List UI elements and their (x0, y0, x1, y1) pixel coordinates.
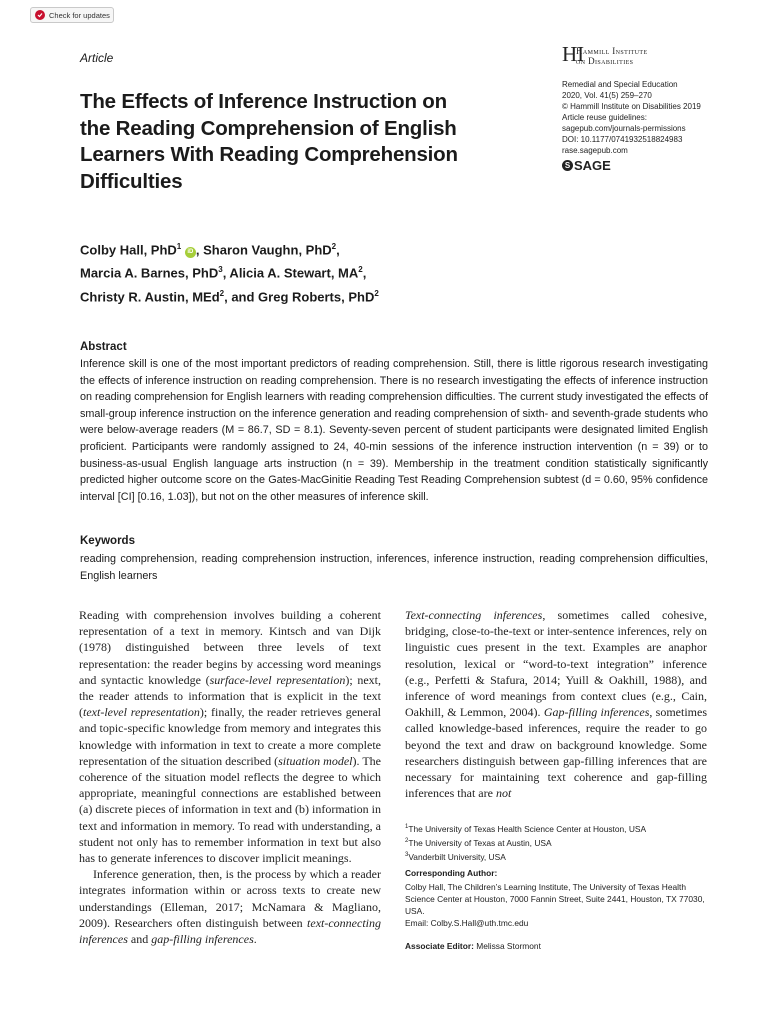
body-paragraph (405, 607, 707, 801)
body-column-right (405, 607, 707, 801)
affiliation-number: 2 (405, 837, 409, 844)
body-italic: Text-connecting inferences (405, 608, 543, 622)
journal-reuse-label: Article reuse guidelines: (562, 113, 647, 122)
affiliation-item (405, 849, 709, 863)
journal-volume: 2020, Vol. 41(5) 259–270 (562, 91, 652, 100)
author-name: Christy R. Austin, MEd (80, 288, 220, 304)
body-text: Reading with comprehension involves building a coherent representation of a text in memory. Kintsch and van Dijk (1978) distinguished between three levels of text representation: the reader begins by accessing word meanings and syntactic knowledge ( (79, 608, 381, 687)
body-italic: Gap-filling inferences (543, 705, 650, 720)
body-text: ); next, the reader attends to information that is explicit in the text ( (79, 672, 381, 720)
affiliation-mark: 2 (331, 242, 337, 251)
article-title: The Effects of Inference Instruction on the Reading Comprehension of English Learners With Reading Comprehension Difficulties (80, 90, 458, 193)
body-text: ); finally, the reader retrieves general and topic-specific knowledge from memory and integrates this knowledge with information in text to create a more complete representation of the situation described ( (79, 705, 382, 768)
body-italic: text-connecting inferences (79, 915, 381, 947)
corresponding-author-details (405, 881, 705, 929)
journal-info (562, 79, 701, 156)
body-text: , sometimes called knowledge-based inferences, require the reader to go beyond the text and draw on background knowledge. Some researchers distinguish between gap-filling inferences that are necessary for maintaining text coherence and gap-filling inferences that are (405, 705, 708, 801)
article-type-label: Article (80, 51, 114, 65)
abstract-text: Inference skill is one of the most important predictors of reading comprehension. Still, there is little rigorous research investigating the effects of inference instruction on reading comprehension. There is no research investigating the effects of inference instruction on reading comprehension for English learners with reading comprehension difficulties. The current study investigated the effects of small-group inference instruction on the inference generation and reading comprehension of sixth- and seventh-grade students who were below-average readers (M = 86.7, SD = 8.1). Seventy-seven percent of student participants were designated limited English proficient. Participants were randomly assigned to 24, 40-min sessions of the inference instruction intervention (n = 39) or to business-as-usual English language arts instruction (n = 39). Membership in the treatment condition statistically significantly predicted higher outcome score on the Gates-MacGinitie Reading Test Reading Comprehension subtest (d = 0.60, 95% confidence interval [CI] [0.16, 1.03]), but not on the other measures of inference skill. (80, 358, 708, 503)
journal-copyright: © Hammill Institute on Disabilities 2019 (562, 102, 701, 111)
affiliation-mark: 1 (176, 242, 182, 251)
author-name: , Alicia A. Stewart, MA (222, 265, 359, 281)
body-text: Inference generation, then, is the process by which a reader integrates information within or across texts to create new understandings (Elleman, 2017; McNamara & Magliano, 2009). Researchers often distinguish between (79, 867, 381, 930)
sage-logo (562, 158, 611, 173)
sage-circle-icon: S (562, 160, 573, 171)
associate-editor (405, 941, 541, 951)
journal-url[interactable]: rase.sagepub.com (562, 146, 628, 155)
affiliation-text: The University of Texas Health Science Center at Houston, USA (408, 823, 647, 834)
body-italic: surface-level representation (209, 672, 346, 687)
affiliation-number: 3 (405, 851, 409, 858)
body-paragraph (79, 866, 381, 947)
journal-permissions-link[interactable]: sagepub.com/journals-permissions (562, 124, 686, 133)
journal-doi[interactable]: DOI: 10.1177/0741932518824983 (562, 135, 683, 144)
affiliation-mark: 2 (219, 288, 225, 298)
corresponding-author-email[interactable]: Email: Colby.S.Hall@uth.tmc.edu (405, 918, 529, 928)
body-italic: not (495, 786, 512, 801)
abstract-heading: Abstract (80, 341, 127, 353)
author-name: Colby Hall, PhD (80, 242, 177, 258)
affiliation-mark: 3 (218, 265, 223, 275)
keywords-heading: Keywords (80, 535, 135, 547)
check-for-updates-button[interactable] (30, 7, 114, 23)
affiliation-text: Vanderbilt University, USA (408, 851, 506, 862)
keywords-text: reading comprehension, reading comprehension instruction, inferences, inference instruction, reading comprehension difficulties, English learners (80, 553, 708, 582)
affiliation-item (405, 821, 709, 835)
publisher-logo-line1: Hammill Institute (576, 46, 648, 56)
publisher-logo-line2: on Disabilities (576, 56, 634, 66)
body-italic: situation model (278, 753, 353, 768)
body-text: . (253, 932, 257, 947)
body-text: , sometimes called cohesive, bridging, close-to-the-text or inter-sentence inferences, rely on linguistic cues present in the text. Examples are anaphor resolution, lexical or “word-to-text integration” inference (e.g., Perfetti & Stafura, 2014; Yuill & Oakhill, 1988), and inference of word meanings from context clues (e.g., Cain, Oakhill, & Lemmon, 2004). (405, 608, 707, 720)
author-list: Colby Hall, PhD$^1$ iD , Sharon Vaughn, PhD$^2$, Marcia A. Barnes, PhD$^3$, Alicia A. Stewart, $MA^2$, Christy R. Austin, MEd$^2$, and Greg Roberts, PhD$^2$ (80, 242, 379, 304)
check-updates-icon (35, 10, 45, 20)
body-italic: gap-filling inferences (151, 932, 254, 947)
body-text: and (127, 932, 152, 947)
affiliation-item (405, 835, 709, 849)
affiliation-number: 1 (405, 824, 409, 830)
publisher-logo-mark: HI (562, 42, 585, 66)
associate-editor-name: Melissa Stormont (473, 941, 541, 951)
check-for-updates-label: Check for updates (49, 10, 110, 20)
author-name: , Sharon Vaughn, PhD (195, 242, 332, 258)
sage-logo-text: SAGE (574, 158, 611, 173)
body-column-left (79, 607, 381, 947)
body-italic: text-level representation (83, 705, 200, 720)
affiliation-mark: 2 (374, 288, 379, 298)
body-text: ). The coherence of the situation model reflects the degree to which appropriate, meaningful connections are established between (a) discrete pieces of information in text and (b) information in text and information in memory. To read with understanding, a student not only has to remember information in text but also has to generate inferences to discover implicit meanings. (79, 753, 381, 866)
publisher-logo-text (576, 46, 648, 66)
orcid-icon[interactable]: iD (185, 247, 196, 258)
affiliation-mark: 2 (358, 265, 363, 275)
corresponding-author-heading: Corresponding Author: (405, 868, 498, 878)
author-name: Marcia A. Barnes, PhD (80, 265, 219, 281)
body-paragraph (79, 607, 381, 866)
affiliation-text: The University of Texas at Austin, USA (408, 837, 552, 848)
associate-editor-label: Associate Editor: (405, 941, 474, 951)
publisher-logo (562, 44, 692, 66)
author-name: , and Greg Roberts, PhD (224, 288, 375, 304)
affiliations (405, 821, 709, 862)
journal-name: Remedial and Special Education (562, 80, 678, 89)
corresponding-author-address: Colby Hall, The Children’s Learning Institute, The University of Texas Health Science Center at Houston, 7000 Fannin Street, Suite 2441, Houston, TX 77030, USA. (405, 882, 705, 916)
